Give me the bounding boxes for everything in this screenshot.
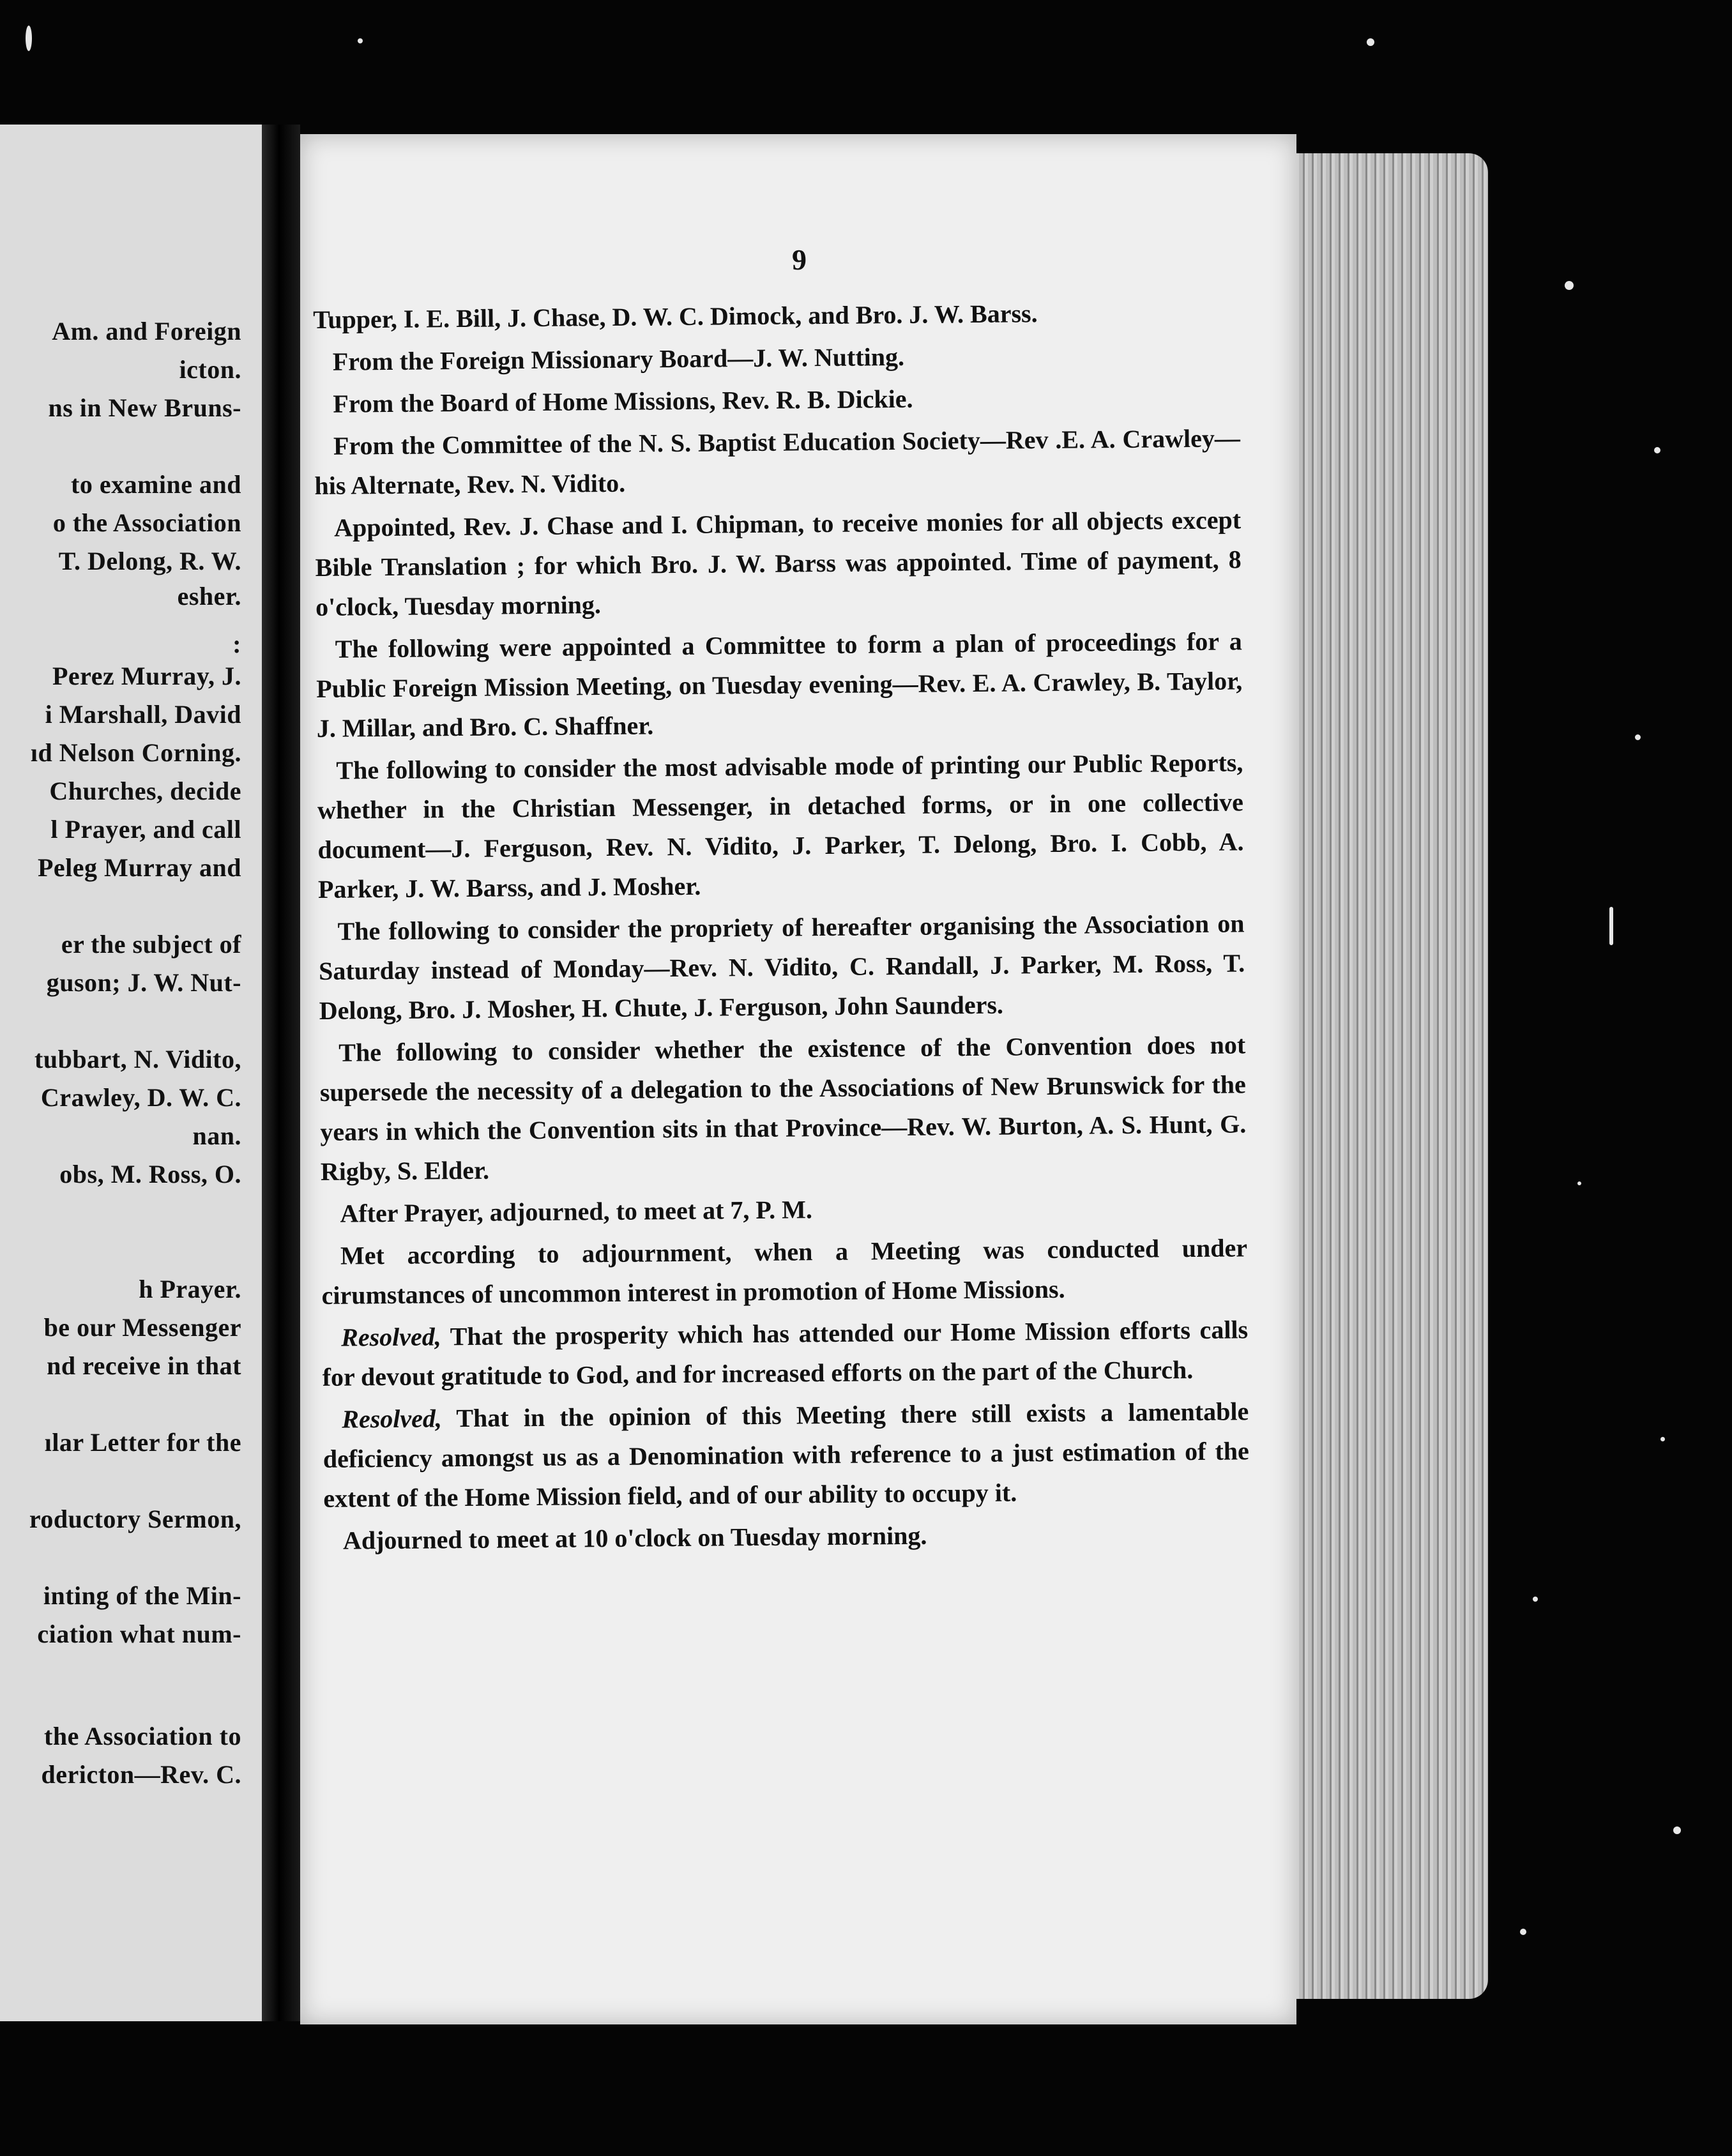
book-gutter bbox=[262, 125, 300, 2021]
left-page-line: tubbart, N. Vidito, bbox=[34, 1045, 241, 1074]
dust-speck bbox=[1673, 1826, 1681, 1834]
left-page-line: Peleg Murray and bbox=[37, 853, 241, 882]
left-page-line: esher. bbox=[177, 582, 241, 611]
page-number: 9 bbox=[792, 243, 807, 276]
dust-speck bbox=[1660, 1437, 1665, 1441]
page-edges bbox=[1290, 153, 1488, 1999]
left-page-line: ns in New Bruns- bbox=[48, 393, 241, 422]
dust-speck bbox=[26, 26, 32, 51]
left-page-line: be our Messenger bbox=[43, 1313, 241, 1342]
left-page-line: ılar Letter for the bbox=[44, 1428, 241, 1457]
paragraph: The following to consider the most advisable mode of printing our Public Reports, whether in the Christian Messenger, in detached forms, or in one collective document—J. Ferguson, Rev. N. Vidito, J. Parker, T. Delong, Bro. I. Cobb, A. Parker, J. W. Barss, and J. Mosher. bbox=[317, 748, 1244, 904]
left-page-line: i Marshall, David bbox=[45, 700, 241, 729]
left-page-line: l Prayer, and call bbox=[50, 815, 241, 844]
left-page-line: inting of the Min- bbox=[43, 1581, 241, 1610]
left-page-line: Am. and Foreign bbox=[52, 317, 241, 345]
resolution-text: That the prosperity which has attended our Home Mission efforts calls for devout gratitude to God, and for increased efforts on the part of the Church. bbox=[322, 1315, 1249, 1392]
paragraph: Appointed, Rev. J. Chase and I. Chipman, to receive monies for all objects except Bible Translation ; for which Bro. J. W. Barss was appointed. Time of payment, 8 o'clock, Tuesday morning. bbox=[315, 505, 1242, 621]
paragraph: Tupper, I. E. Bill, J. Chase, D. W. C. Dimock, and Bro. J. W. Barss. bbox=[313, 299, 1038, 334]
paragraph: The following to consider whether the existence of the Convention does not supersede the necessity of a delegation to the Associations of New Brunswick for the years in which the Convention sits in that Province—Rev. W. Burton, A. S. Hunt, G. Rigby, S. Elder. bbox=[319, 1030, 1247, 1186]
left-page-line: ciation what num- bbox=[37, 1620, 241, 1648]
resolved-label: Resolved, bbox=[340, 1322, 441, 1352]
dust-speck bbox=[1577, 1181, 1581, 1185]
dust-speck bbox=[1367, 38, 1374, 46]
resolution-paragraph bbox=[323, 1392, 1250, 1519]
left-page-line: icton. bbox=[179, 355, 241, 384]
dust-speck bbox=[1533, 1597, 1538, 1602]
resolution-text: That in the opinion of this Meeting there still exists a lamentable deficiency amongst us as a Denomination with reference to a just estimation of the extent of the Home Mission field, and of our ability to occupy it. bbox=[323, 1397, 1249, 1513]
left-page-line: ıd Nelson Corning. bbox=[30, 738, 241, 767]
left-page-line: : bbox=[232, 630, 241, 658]
closing-paragraph: Adjourned to meet at 10 o'clock on Tuesday morning. bbox=[342, 1521, 927, 1555]
left-page-line: Perez Murray, J. bbox=[52, 662, 241, 690]
dust-speck bbox=[1635, 734, 1641, 740]
paragraph: From the Foreign Missionary Board—J. W. Nutting. bbox=[332, 342, 905, 376]
left-page-line: obs, M. Ross, O. bbox=[59, 1160, 241, 1188]
page-body-text bbox=[313, 292, 1250, 1563]
resolved-label: Resolved, bbox=[342, 1404, 443, 1434]
left-page-line: dericton—Rev. C. bbox=[41, 1760, 241, 1789]
paragraph: Met according to adjournment, when a Meeting was conducted under cirumstances of uncommon interest in promotion of Home Missions. bbox=[321, 1233, 1248, 1310]
paragraph: The following to consider the propriety of hereafter organising the Association on Saturday instead of Monday—Rev. N. Vidito, C. Randall, J. Parker, M. Ross, T. Delong, Bro. J. Mosher, H. Chute, J. Ferguson, John Saunders. bbox=[318, 909, 1245, 1025]
left-page-line: Churches, decide bbox=[49, 777, 241, 805]
left-page-line: Crawley, D. W. C. bbox=[40, 1083, 241, 1112]
dust-speck bbox=[1609, 907, 1613, 945]
paragraph: From the Committee of the N. S. Baptist Education Society—Rev .E. A. Crawley—his Alternate, Rev. N. Vidito. bbox=[314, 423, 1241, 500]
dust-speck bbox=[1565, 281, 1574, 290]
left-page-line: to examine and bbox=[71, 470, 241, 499]
left-page-line: nan. bbox=[192, 1121, 241, 1150]
dust-speck bbox=[1520, 1929, 1526, 1935]
left-page-line: er the subject of bbox=[61, 930, 241, 959]
dust-speck bbox=[1654, 447, 1660, 453]
left-page-line: roductory Sermon, bbox=[29, 1505, 241, 1533]
paragraph: From the Board of Home Missions, Rev. R. B. Dickie. bbox=[333, 384, 913, 418]
left-page-line: o the Association bbox=[52, 508, 241, 537]
left-page-line: guson; J. W. Nut- bbox=[46, 968, 241, 997]
left-page-line: T. Delong, R. W. bbox=[58, 547, 241, 575]
left-page-line: nd receive in that bbox=[47, 1351, 241, 1380]
left-page-line: the Association to bbox=[44, 1722, 241, 1750]
dust-speck bbox=[358, 38, 363, 43]
paragraph: The following were appointed a Committee to form a plan of proceedings for a Public Foreign Mission Meeting, on Tuesday evening—Rev. E. A. Crawley, B. Taylor, J. Millar, and Bro. C. Shaffner. bbox=[316, 626, 1243, 743]
left-page-line: h Prayer. bbox=[139, 1275, 241, 1303]
resolution-paragraph bbox=[322, 1310, 1249, 1397]
paragraph: After Prayer, adjourned, to meet at 7, P. M. bbox=[340, 1195, 813, 1228]
left-facing-page bbox=[0, 125, 262, 2021]
